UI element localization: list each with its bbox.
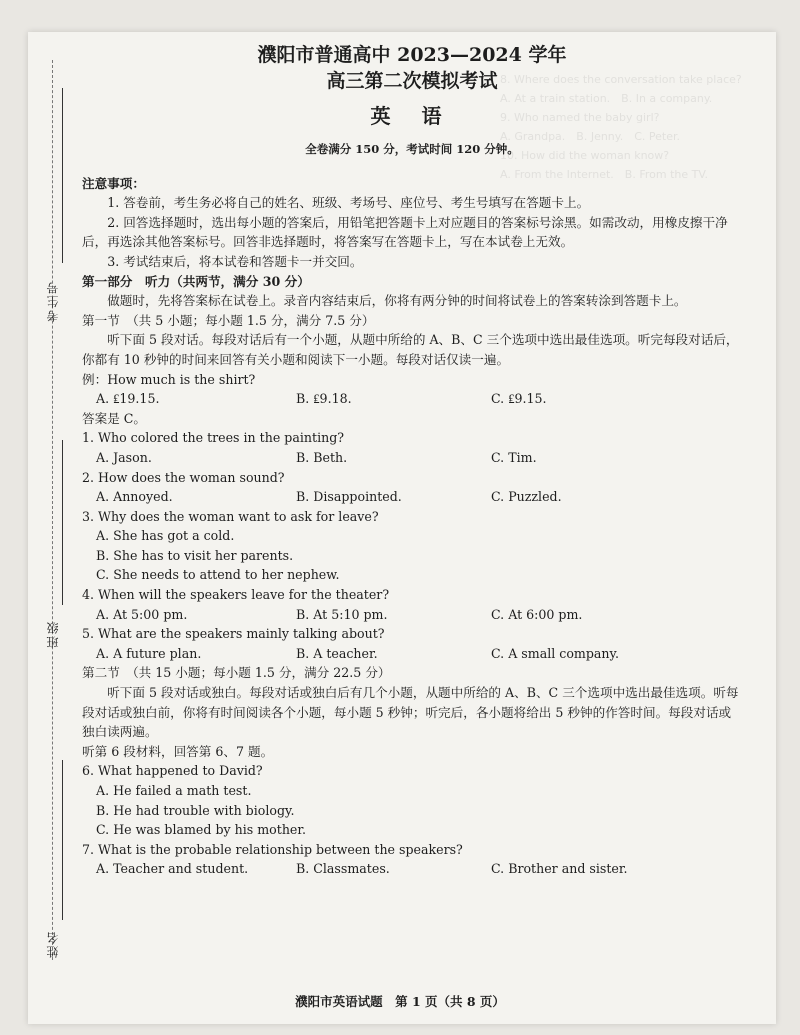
score-line: 全卷满分 150 分，考试时间 120 分钟。 bbox=[305, 142, 519, 156]
part1-heading: 第一部分 听力（共两节，满分 30 分） bbox=[82, 273, 310, 289]
name-line bbox=[62, 760, 63, 920]
notice-item-2: 2. 回答选择题时，选出每小题的答案后，用铅笔把答题卡上对应题目的答案标号涂黑。如需改动，用橡皮擦干净后，再选涂其他答案标号。回答非选择题时，将答案写在答题卡上，写在本试卷上无效。 bbox=[82, 214, 728, 250]
q4-option-a: A. At 5:00 pm. bbox=[96, 606, 188, 622]
class-line bbox=[62, 440, 63, 605]
example-option-b: B. ₤9.18. bbox=[296, 391, 352, 407]
example-options bbox=[82, 389, 742, 409]
class-label: 班级 bbox=[46, 620, 60, 648]
q1-option-a: A. Jason. bbox=[96, 449, 152, 465]
material-6-heading: 听第 6 段材料，回答第 6、7 题。 bbox=[82, 743, 274, 759]
exam-number-line bbox=[62, 88, 63, 263]
subject-title: 英 语 bbox=[370, 104, 454, 128]
q2-option-b: B. Disappointed. bbox=[296, 489, 402, 505]
document-body bbox=[82, 42, 742, 879]
q2-option-c: C. Puzzled. bbox=[491, 489, 562, 505]
q1-option-c: C. Tim. bbox=[491, 449, 537, 465]
q6-option-a: A. He failed a math test. bbox=[96, 783, 252, 798]
q4-option-b: B. At 5:10 pm. bbox=[296, 606, 388, 622]
question-5: 5. What are the speakers mainly talking about? bbox=[82, 626, 385, 642]
notice-item-1: 1. 答卷前，考生务必将自己的姓名、班级、考场号、座位号、考生号填写在答题卡上。 bbox=[107, 195, 590, 211]
exam-title: 濮阳市普通高中 2023—2024 学年 bbox=[257, 44, 567, 66]
q1-option-b: B. Beth. bbox=[296, 449, 348, 465]
section2-instruction: 听下面 5 段对话或独白。每段对话或独白后有几个小题，从题中所给的 A、B、C 三个选项中选出最佳选项。听每段对话或独白前，你将有时间阅读各个小题，每小题 5 秒钟；听完后，各小题将给出 5 秒钟的作答时间。每段对话或独白读两遍。 bbox=[82, 685, 739, 740]
q3-option-b: B. She has to visit her parents. bbox=[96, 547, 294, 563]
example-option-a: A. ₤19.15. bbox=[96, 391, 160, 407]
notice-item-3: 3. 考试结束后，将本试卷和答题卡一并交回。 bbox=[107, 253, 363, 269]
q3-option-a: A. She has got a cold. bbox=[96, 528, 235, 544]
question-1-options bbox=[82, 448, 742, 468]
exam-subtitle: 高三第二次模拟考试 bbox=[326, 70, 498, 92]
exam-number-label: 考生号 bbox=[46, 280, 60, 322]
q2-option-a: A. Annoyed. bbox=[96, 489, 173, 505]
notice-heading: 注意事项： bbox=[82, 175, 145, 191]
q5-option-a: A. A future plan. bbox=[96, 645, 202, 661]
q7-option-b: B. Classmates. bbox=[296, 861, 390, 877]
page-footer: 濮阳市英语试题 第 1 页（共 8 页） bbox=[295, 994, 505, 1009]
section1-heading: 第一节 （共 5 小题；每小题 1.5 分，满分 7.5 分） bbox=[82, 312, 375, 328]
section2-heading: 第二节 （共 15 小题；每小题 1.5 分，满分 22.5 分） bbox=[82, 665, 391, 681]
question-6: 6. What happened to David? bbox=[82, 763, 263, 779]
q6-option-b: B. He had trouble with biology. bbox=[96, 802, 295, 818]
question-2: 2. How does the woman sound? bbox=[82, 469, 285, 485]
q7-option-c: C. Brother and sister. bbox=[491, 861, 628, 877]
q7-option-a: A. Teacher and student. bbox=[96, 861, 249, 877]
example-question: 例：How much is the shirt? bbox=[82, 371, 256, 387]
q5-option-c: C. A small company. bbox=[491, 645, 619, 661]
q4-option-c: C. At 6:00 pm. bbox=[491, 606, 583, 622]
question-4-options bbox=[82, 605, 742, 625]
name-label: 姓名 bbox=[46, 930, 60, 958]
q5-option-b: B. A teacher. bbox=[296, 645, 378, 661]
question-7-options bbox=[82, 859, 742, 879]
question-7: 7. What is the probable relationship between the speakers? bbox=[82, 841, 463, 857]
question-5-options bbox=[82, 644, 742, 664]
title-block bbox=[82, 42, 742, 160]
question-1: 1. Who colored the trees in the painting? bbox=[82, 430, 345, 446]
example-option-c: C. ₤9.15. bbox=[491, 391, 547, 407]
q6-option-c: C. He was blamed by his mother. bbox=[96, 822, 307, 838]
binding-line bbox=[52, 60, 53, 960]
example-answer: 答案是 C。 bbox=[82, 410, 147, 426]
question-3: 3. Why does the woman want to ask for leave? bbox=[82, 508, 379, 524]
section1-instruction: 听下面 5 段对话。每段对话后有一个小题，从题中所给的 A、B、C 三个选项中选出最佳选项。听完每段对话后，你都有 10 秒钟的时间来回答有关小题和阅读下一小题。每段对话仅读一遍。 bbox=[82, 332, 739, 367]
part1-intro: 做题时，先将答案标在试卷上。录音内容结束后，你将有两分钟的时间将试卷上的答案转涂到答题卡上。 bbox=[107, 293, 687, 309]
question-2-options bbox=[82, 487, 742, 507]
question-4: 4. When will the speakers leave for the theater? bbox=[82, 587, 390, 603]
q3-option-c: C. She needs to attend to her nephew. bbox=[96, 567, 340, 583]
